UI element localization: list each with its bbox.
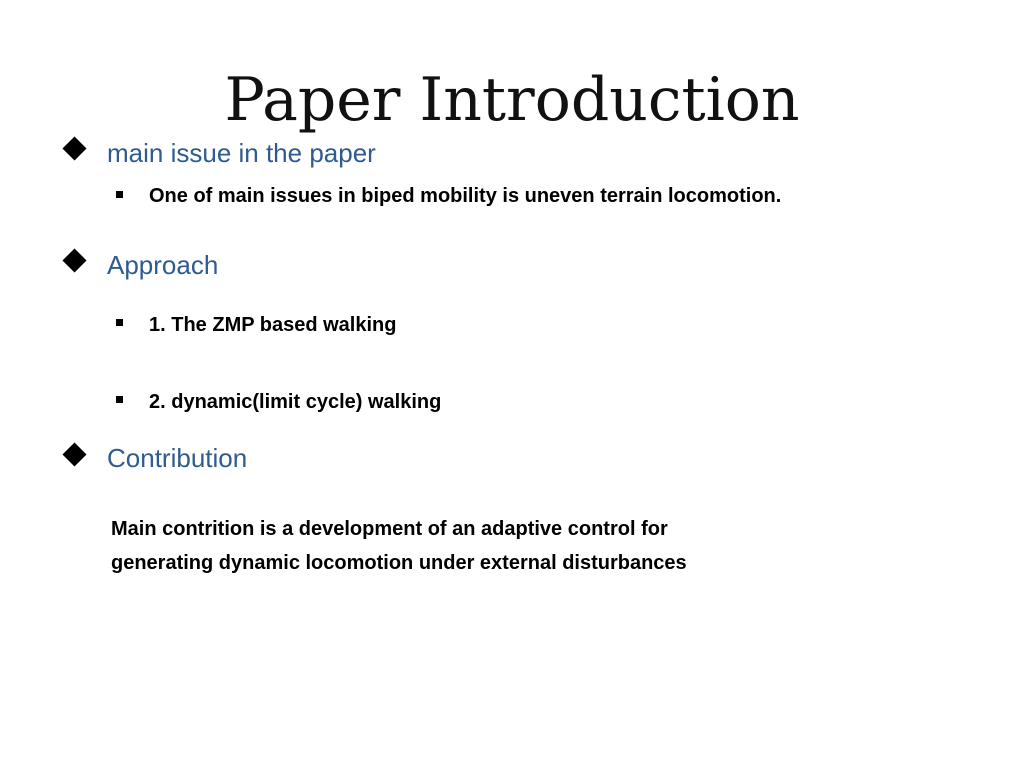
bullet-item-zmp-walking: 1. The ZMP based walking [149, 314, 397, 336]
contribution-paragraph [111, 512, 811, 580]
contribution-line-1: Main contrition is a development of an adaptive control for [111, 518, 668, 540]
contribution-line-2: generating dynamic locomotion under external disturbances [111, 552, 687, 574]
square-bullet-icon [116, 396, 123, 403]
slide-title: Paper Introduction [224, 65, 800, 135]
bullet-item-main-issue: One of main issues in biped mobility is uneven terrain locomotion. [149, 185, 782, 207]
diamond-bullet-icon [62, 136, 86, 160]
square-bullet-icon [116, 191, 123, 198]
section-heading-approach: Approach [107, 250, 219, 280]
section-heading-main-issue: main issue in the paper [107, 138, 376, 168]
diamond-bullet-icon [62, 442, 86, 466]
section-heading-contribution: Contribution [107, 443, 248, 473]
bullet-item-dynamic-walking: 2. dynamic(limit cycle) walking [149, 391, 442, 413]
diamond-bullet-icon [62, 248, 86, 272]
square-bullet-icon [116, 319, 123, 326]
